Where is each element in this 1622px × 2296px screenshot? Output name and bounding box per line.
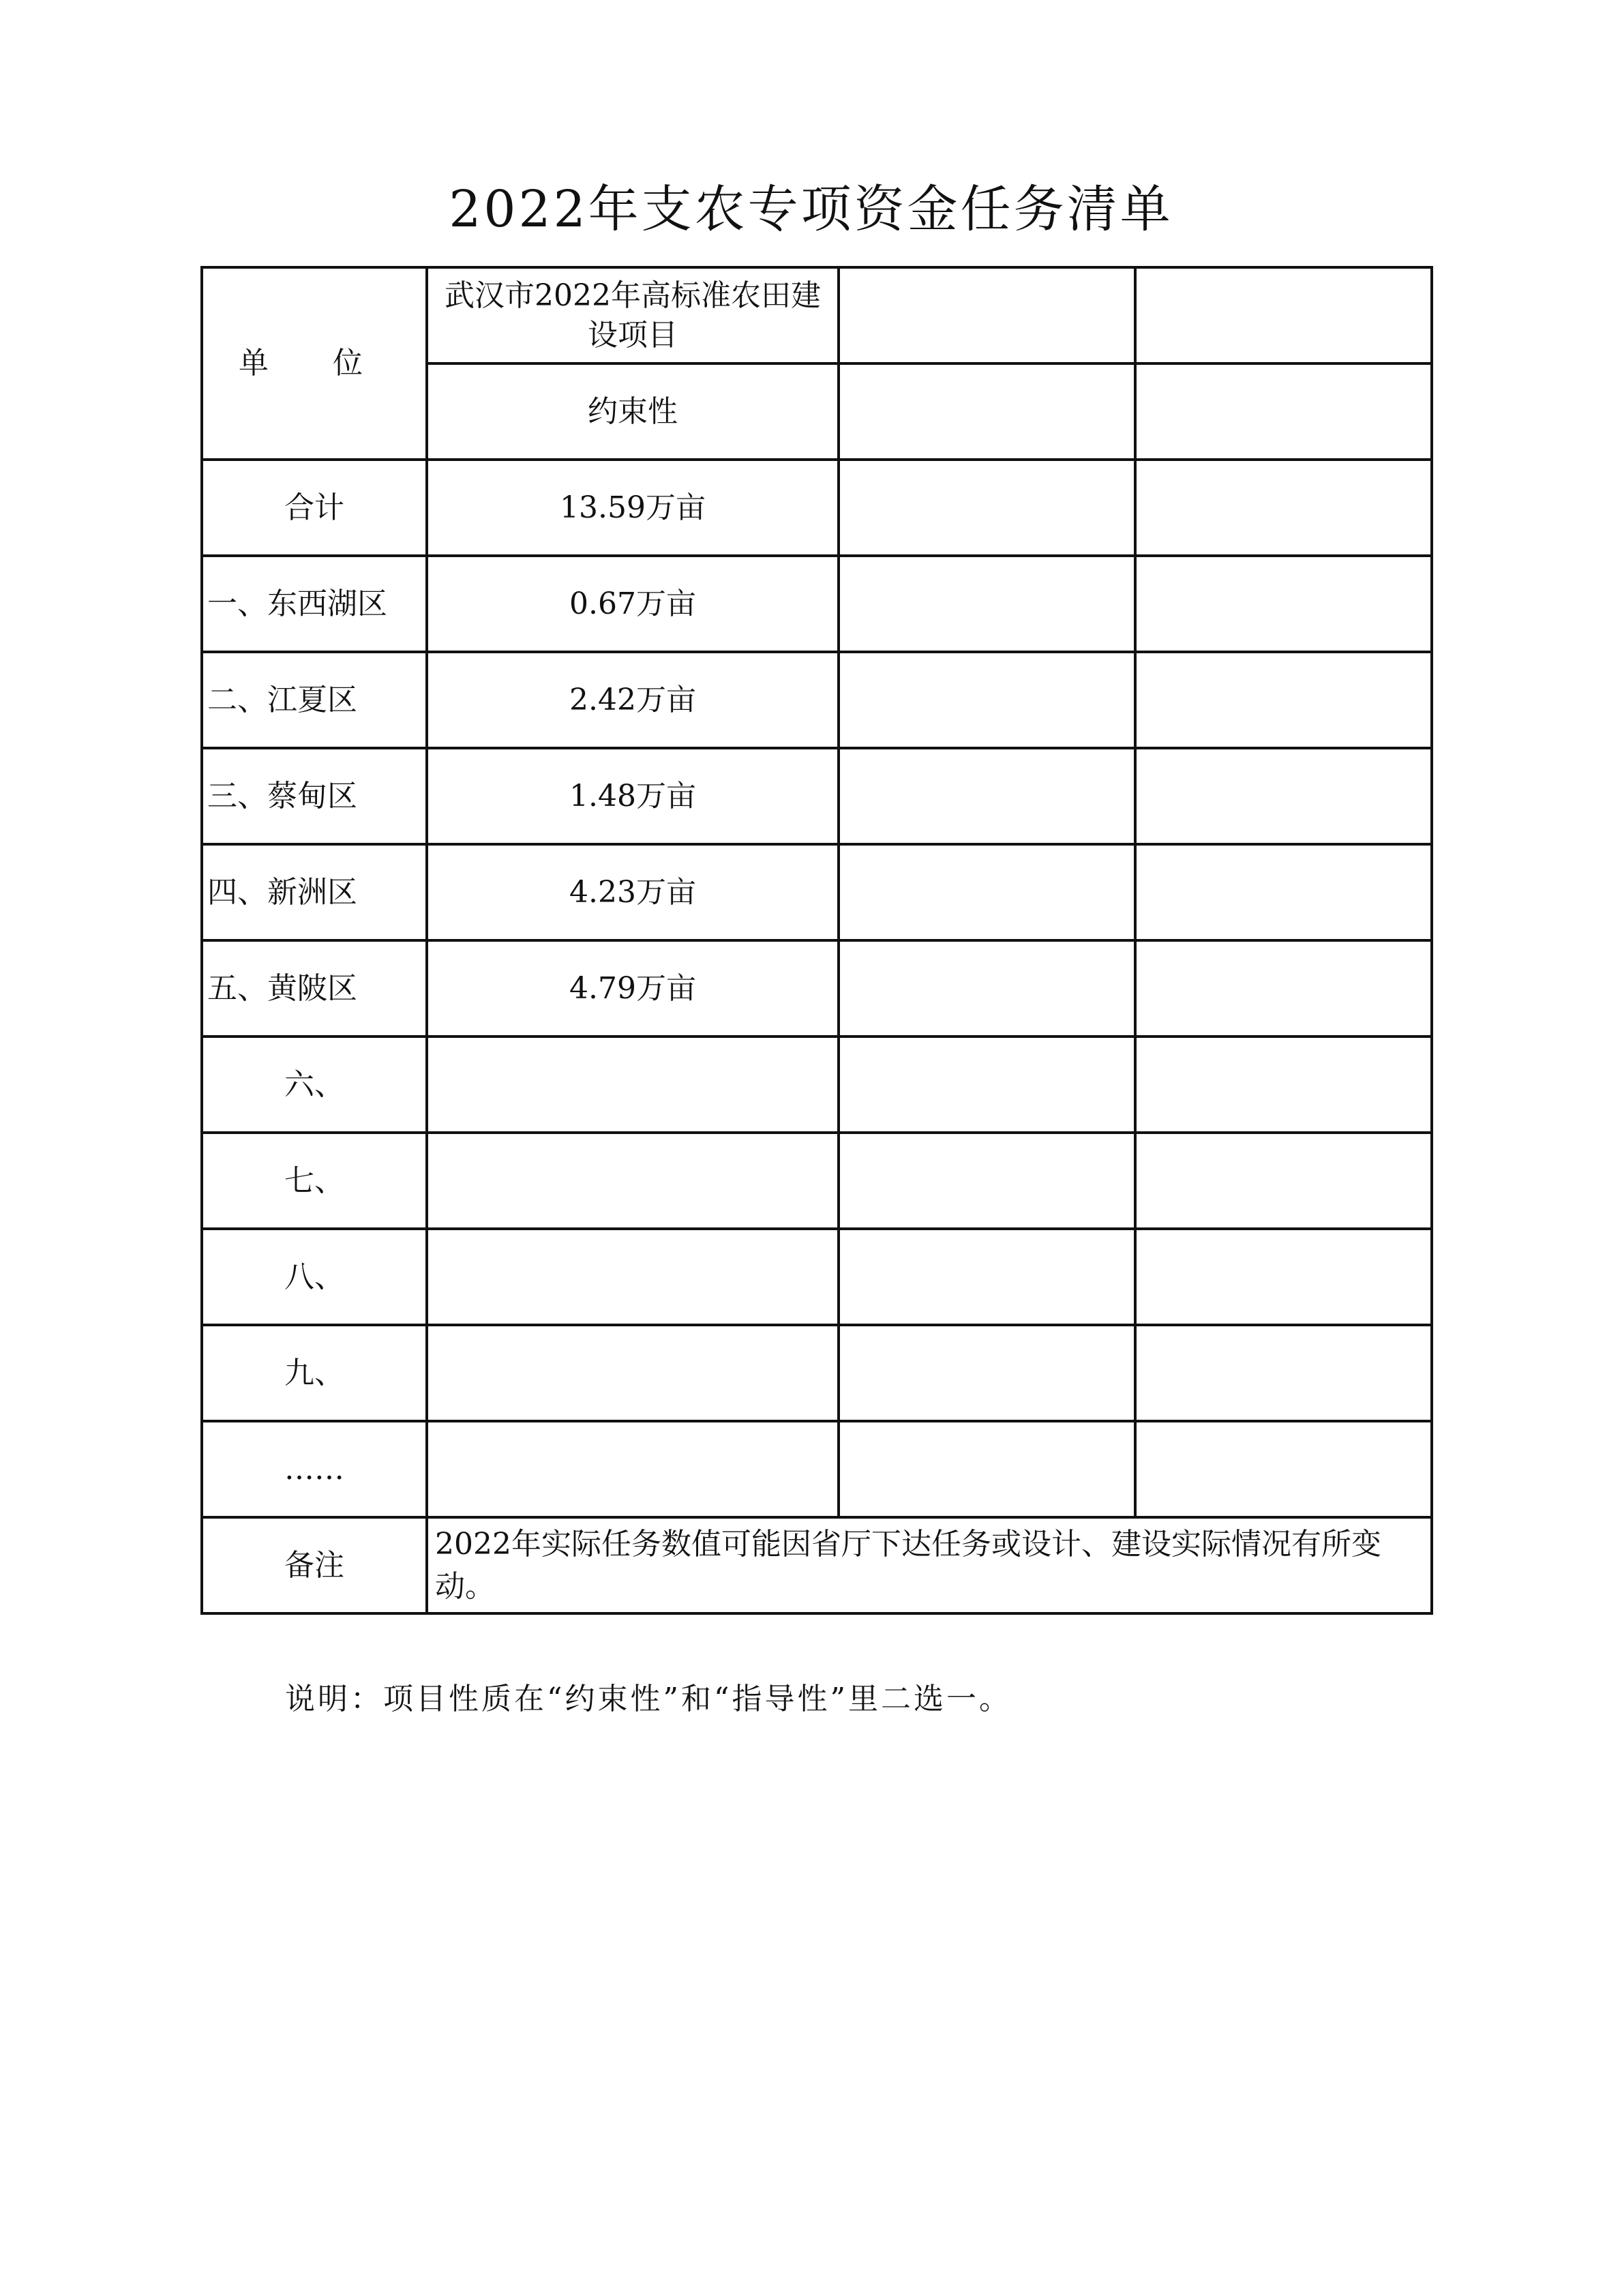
table-row	[202, 1229, 1432, 1325]
row-label: 六、	[202, 1037, 427, 1133]
row-label: 九、	[202, 1325, 427, 1421]
project-nature-cell: 约束性	[427, 363, 839, 460]
empty-cell	[1135, 940, 1432, 1037]
empty-cell	[1135, 1037, 1432, 1133]
table-row	[202, 1421, 1432, 1517]
empty-cell	[839, 363, 1135, 460]
table-row	[202, 652, 1432, 748]
footnote: 说明：项目性质在“约束性”和“指导性”里二选一。	[285, 1682, 1012, 1716]
table-row	[202, 1037, 1432, 1133]
empty-cell	[1135, 1325, 1432, 1421]
remark-label: 备注	[202, 1517, 427, 1613]
empty-cell	[1135, 556, 1432, 652]
row-value: 0.67万亩	[427, 556, 839, 652]
table-row	[202, 1133, 1432, 1229]
empty-cell	[1135, 1133, 1432, 1229]
row-label: 合计	[202, 460, 427, 556]
empty-cell	[839, 556, 1135, 652]
empty-cell	[839, 940, 1135, 1037]
empty-cell	[1135, 1421, 1432, 1517]
table-row	[202, 748, 1432, 844]
empty-cell	[1135, 748, 1432, 844]
empty-cell	[839, 267, 1135, 363]
row-value: 13.59万亩	[427, 460, 839, 556]
empty-cell	[1135, 363, 1432, 460]
table-row	[202, 556, 1432, 652]
row-value: 4.23万亩	[427, 844, 839, 940]
empty-cell	[839, 1133, 1135, 1229]
row-label: 八、	[202, 1229, 427, 1325]
row-value: 1.48万亩	[427, 748, 839, 844]
task-table	[200, 266, 1433, 1615]
row-label: 二、江夏区	[202, 652, 427, 748]
remark-row	[202, 1517, 1432, 1613]
empty-cell	[1135, 652, 1432, 748]
row-label: 七、	[202, 1133, 427, 1229]
row-label: ……	[202, 1421, 427, 1517]
row-value: 2.42万亩	[427, 652, 839, 748]
row-value	[427, 1421, 839, 1517]
row-label: 五、黄陂区	[202, 940, 427, 1037]
empty-cell	[839, 1421, 1135, 1517]
table-row	[202, 1325, 1432, 1421]
unit-header-label: 单 位	[239, 346, 390, 381]
empty-cell	[839, 1037, 1135, 1133]
empty-cell	[839, 460, 1135, 556]
row-value	[427, 1037, 839, 1133]
empty-cell	[1135, 460, 1432, 556]
page-title: 2022年支农专项资金任务清单	[449, 180, 1173, 239]
row-label: 一、东西湖区	[202, 556, 427, 652]
empty-cell	[1135, 267, 1432, 363]
project-name-cell: 武汉市2022年高标准农田建设项目	[427, 267, 839, 363]
table-row	[202, 844, 1432, 940]
remark-text: 2022年实际任务数值可能因省厅下达任务或设计、建设实际情况有所变动。	[427, 1517, 1432, 1613]
empty-cell	[839, 1229, 1135, 1325]
row-label: 三、蔡甸区	[202, 748, 427, 844]
empty-cell	[839, 844, 1135, 940]
row-value	[427, 1133, 839, 1229]
empty-cell	[1135, 1229, 1432, 1325]
header-row-1	[202, 267, 1432, 363]
table-row	[202, 460, 1432, 556]
empty-cell	[839, 1325, 1135, 1421]
table-row	[202, 940, 1432, 1037]
row-value: 4.79万亩	[427, 940, 839, 1037]
empty-cell	[839, 748, 1135, 844]
row-value	[427, 1229, 839, 1325]
empty-cell	[839, 652, 1135, 748]
row-value	[427, 1325, 839, 1421]
unit-header-cell	[202, 267, 427, 460]
empty-cell	[1135, 844, 1432, 940]
row-label: 四、新洲区	[202, 844, 427, 940]
